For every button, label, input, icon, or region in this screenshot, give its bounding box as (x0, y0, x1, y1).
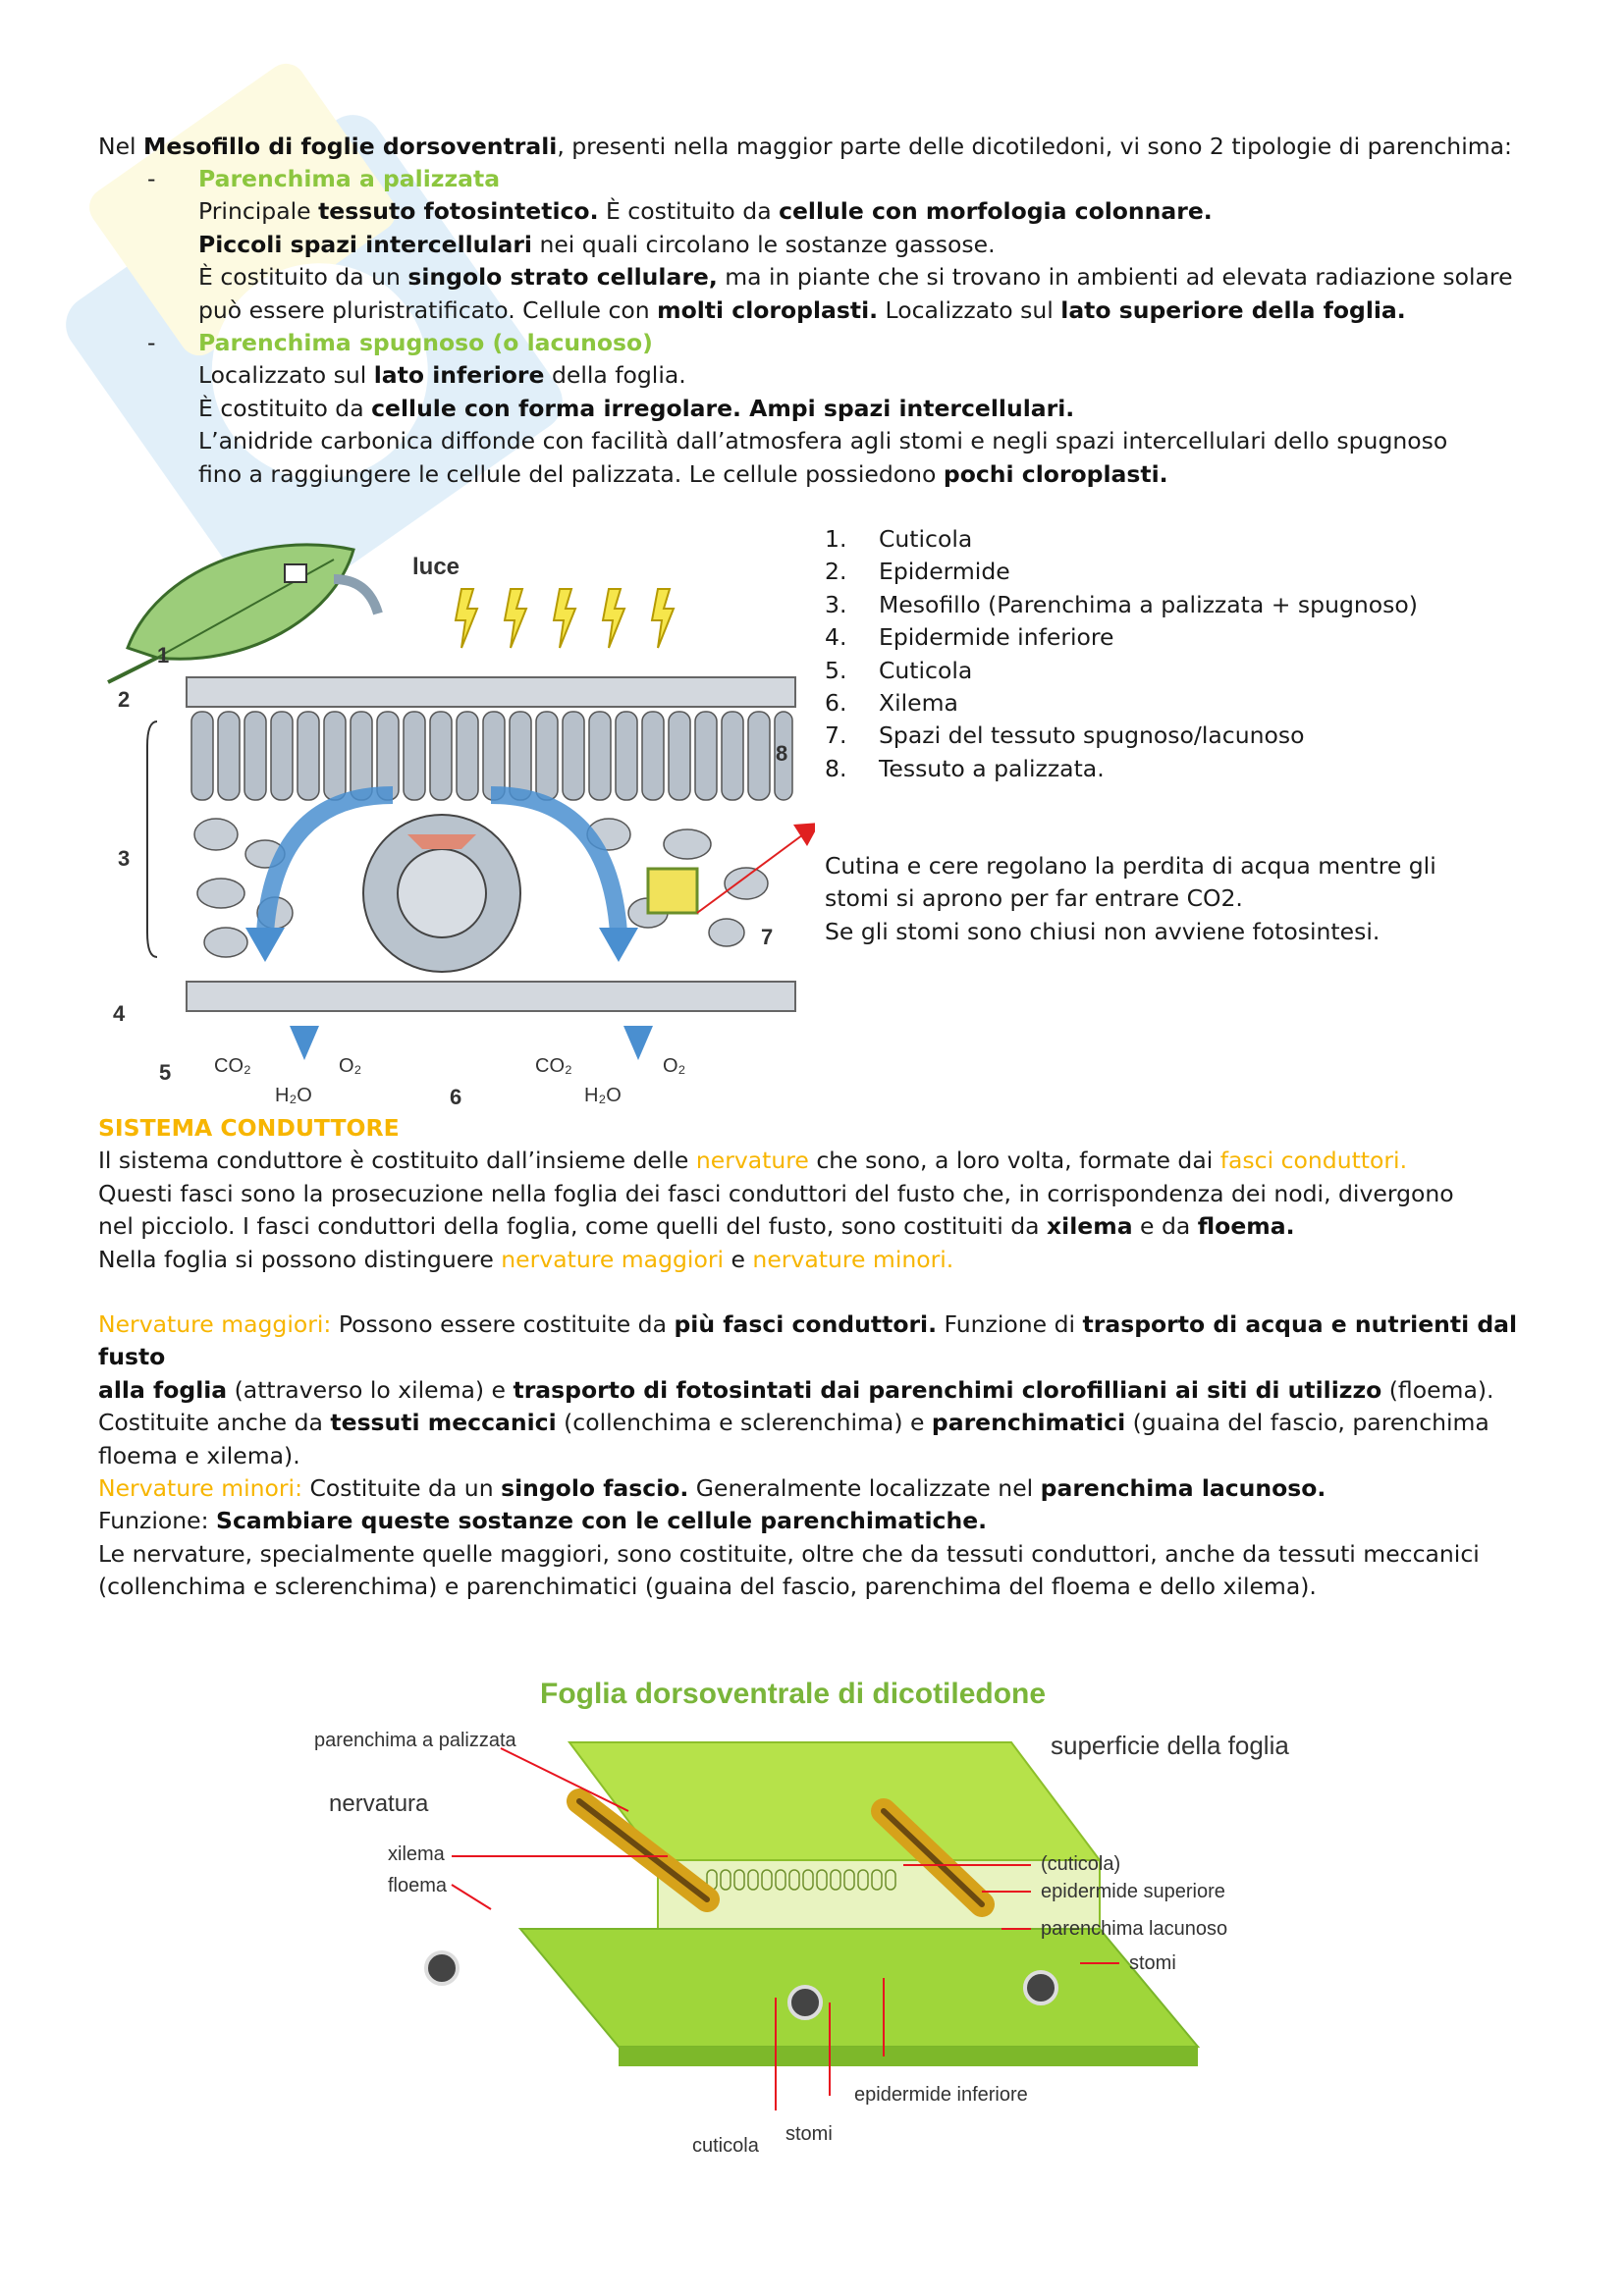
label-6: 6 (450, 1085, 462, 1109)
mesophyll-bracket (147, 721, 157, 957)
light-bolts (456, 589, 674, 648)
co2-left: CO₂ (214, 1055, 251, 1077)
label-parenchima-palizzata: parenchima a palizzata (314, 1730, 516, 1751)
nervature-minori-section: Nervature minori: Costituite da un singolo fascio. Generalmente localizzate nel parenchima lacunoso. Funzione: Scambiare queste sostanze con le cellule parenchimatiche. Le nervature, specialmente quelle maggiori, sono costituite, oltre che da tessuti conduttori, anche da tessuti meccanici (collenchima e sclerenchima) e parenchimatici (guaina del fascio, parenchima del floema e dello xilema). (98, 1474, 1480, 1601)
section-heading: SISTEMA CONDUTTORE (98, 1114, 400, 1142)
label-8: 8 (776, 741, 788, 766)
leaf-icon (108, 545, 353, 682)
spugnoso-title: Parenchima spugnoso (o lacunoso) (198, 329, 653, 356)
label-4: 4 (113, 1001, 126, 1026)
h2o-left: H₂O (275, 1085, 312, 1106)
label-nervatura: nervatura (329, 1790, 429, 1817)
intro-paragraph: Nel Mesofillo di foglie dorsoventrali, presenti nella maggior parte delle dicotiledoni, vi sono 2 tipologie di parenchima: (98, 133, 1512, 160)
label-superficie: superficie della foglia (1051, 1731, 1289, 1760)
list-item: 4. Epidermide inferiore (825, 623, 1114, 652)
leaf-cross-section-diagram (98, 510, 815, 1119)
pointer-line (697, 829, 810, 913)
label-3: 3 (118, 846, 131, 871)
list-item: 2. Epidermide (825, 558, 1010, 586)
o2-left: O₂ (339, 1055, 362, 1077)
label-stomi-right: stomi (1129, 1952, 1176, 1974)
stomata-note: Cutina e cere regolano la perdita di acqua mentre gli stomi si aprono per far entrare CO2. Se gli stomi sono chiusi non avviene fotosintesi. (825, 852, 1436, 945)
label-5: 5 (159, 1060, 172, 1085)
label-cuticola-bottom: cuticola (692, 2135, 759, 2157)
list-item: 1. Cuticola (825, 525, 973, 553)
leaf-block-diagram (295, 1664, 1375, 2164)
list-item: 5. Cuticola (825, 656, 973, 684)
label-floema: floema (388, 1875, 448, 1896)
zoom-arrow (334, 579, 378, 614)
label-7: 7 (761, 925, 774, 949)
legend-list (825, 523, 1551, 785)
label-cuticola-top: (cuticola) (1041, 1853, 1121, 1875)
label-1: 1 (157, 643, 170, 667)
sistema-conduttore-section: SISTEMA CONDUTTORE Il sistema conduttore è costituito dall’insieme delle nervature che sono, a loro volta, formate dai fasci conduttori. Questi fasci sono la prosecuzione nella foglia dei fasci conduttori del fusto che, in corrispondenza dei nodi, divergono nel picciolo. I fasci conduttori della foglia, come quelli del fusto, sono costituiti da xilema e da floema. Nella foglia si possono distinguere nervature maggiori e nervature minori. (98, 1112, 1551, 1276)
palizzata-title: Parenchima a palizzata (198, 165, 501, 192)
label-epidermide-inferiore: epidermide inferiore (854, 2084, 1028, 2106)
lower-epidermis (187, 982, 795, 1011)
spugnoso-section: Parenchima spugnoso (o lacunoso) Localizzato sul lato inferiore della foglia. È costituito da cellule con forma irregolare. Ampi spazi intercellulari. L’anidride carbonica diffonde con facilità dall’atmosfera agli stomi e negli spazi intercellulari dello spugnoso fino a raggiungere le cellule del palizzata. Le cellule possiedono pochi cloroplasti. (198, 327, 1553, 491)
o2-right: O₂ (663, 1055, 686, 1077)
vascular-bundle (363, 815, 520, 972)
diagram-title: Foglia dorsoventrale di dicotiledone (540, 1678, 1047, 1710)
co2-right: CO₂ (535, 1055, 572, 1077)
luce-label: luce (412, 554, 460, 580)
spongy-space-highlight (648, 869, 697, 913)
label-stomi-bottom: stomi (785, 2123, 833, 2145)
pointer-arrowhead (793, 823, 815, 846)
h2o-right: H₂O (584, 1085, 622, 1106)
lower-surface (520, 1929, 1198, 2047)
bullet-dash: - (147, 165, 156, 192)
lower-edge (619, 2047, 1198, 2066)
label-2: 2 (118, 687, 131, 712)
list-item: 7. Spazi del tessuto spugnoso/lacunoso (825, 721, 1305, 750)
label-xilema: xilema (388, 1843, 445, 1865)
list-item: 6. Xilema (825, 689, 958, 718)
palizzata-section: Parenchima a palizzata Principale tessuto fotosintetico. È costituito da cellule con morfologia colonnare. Piccoli spazi intercellulari nei quali circolano le sostanze gassose. È costituito da un singolo strato cellulare, ma in piante che si trovano in ambienti ad elevata radiazione solare può essere pluristratificato. Cellule con molti cloroplasti. Localizzato sul lato superiore della foglia. (198, 163, 1553, 327)
label-epidermide-superiore: epidermide superiore (1041, 1881, 1225, 1902)
bullet-dash: - (147, 329, 156, 356)
label-parenchima-lacunoso: parenchima lacunoso (1041, 1918, 1228, 1940)
upper-epidermis (187, 677, 795, 707)
list-item: 8. Tessuto a palizzata. (825, 754, 1105, 782)
list-item: 3. Mesofillo (Parenchima a palizzata + spugnoso) (825, 590, 1418, 618)
nervature-maggiori-section: Nervature maggiori: Possono essere costituite da più fasci conduttori. Funzione di trasporto di acqua e nutrienti dal fusto alla foglia (attraverso lo xilema) e trasporto di fotosintati dai parenchimi clorofilliani ai siti di utilizzo (floema). Costituite anche da tessuti meccanici (collenchima e sclerenchima) e parenchimatici (guaina del fascio, parenchima floema e xilema). (98, 1310, 1518, 1469)
